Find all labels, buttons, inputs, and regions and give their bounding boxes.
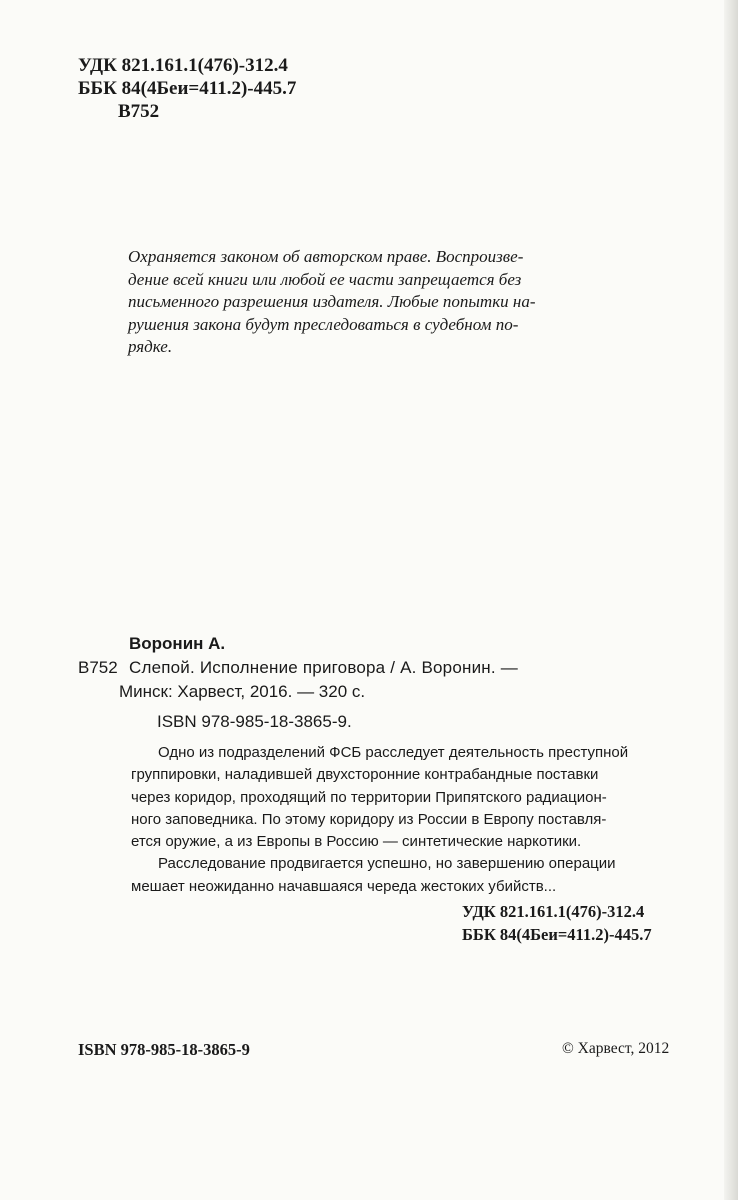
copyright-footer: © Харвест, 2012 [562,1040,670,1057]
annotation-line: группировки, наладившей двухсторонние контрабандные поставки [131,766,599,784]
bbk-code: ББК 84(4Беи=411.2)-445.7 [78,78,297,99]
bbk-code: ББК 84(4Беи=411.2)-445.7 [462,925,652,944]
annotation-line: Одно из подразделений ФСБ расследует деятельность преступной [158,744,629,761]
title-line: Слепой. Исполнение приговора / А. Воронин. — [129,658,518,677]
author-mark: В752 [118,101,160,122]
isbn-record: ISBN 978-985-18-3865-9. [157,712,352,731]
imprint-line: Минск: Харвест, 2016. — 320 с. [119,682,366,701]
annotation-line: через коридор, проходящий по территории Припятского радиацион- [131,788,607,806]
notice-line: дение всей книги или любой ее части запрещается без [128,269,522,289]
notice-line: Охраняется законом об авторском праве. Воспроизве- [128,247,524,266]
isbn-footer: ISBN 978-985-18-3865-9 [78,1040,250,1059]
copyright-notice [128,246,663,359]
notice-line: рушения закона будут преследоваться в судебном по- [128,314,519,334]
page-edge [724,0,738,1200]
author-name: Воронин А. [129,634,226,653]
udk-code: УДК 821.161.1(476)-312.4 [78,55,288,76]
annotation-line: мешает неожиданно начавшаяся череда жестоких убийств... [131,877,557,895]
annotation-line: Расследование продвигается успешно, но завершению операции [158,855,616,873]
udk-code: УДК 821.161.1(476)-312.4 [462,902,645,921]
classification-codes-top [78,54,296,123]
annotation-line: ется оружие, а из Европы в Россию — синтетические наркотики. [131,833,582,851]
notice-line: письменного разрешения издателя. Любые попытки на- [128,292,536,311]
annotation [131,742,691,898]
annotation-line: ного заповедника. По этому коридору из России в Европу поставля- [131,810,607,828]
notice-line: рядке. [128,337,173,356]
bibliographic-record [78,632,698,734]
classification-codes-bottom [462,900,652,946]
title-row [78,656,698,680]
catalog-code: В752 [78,658,118,677]
